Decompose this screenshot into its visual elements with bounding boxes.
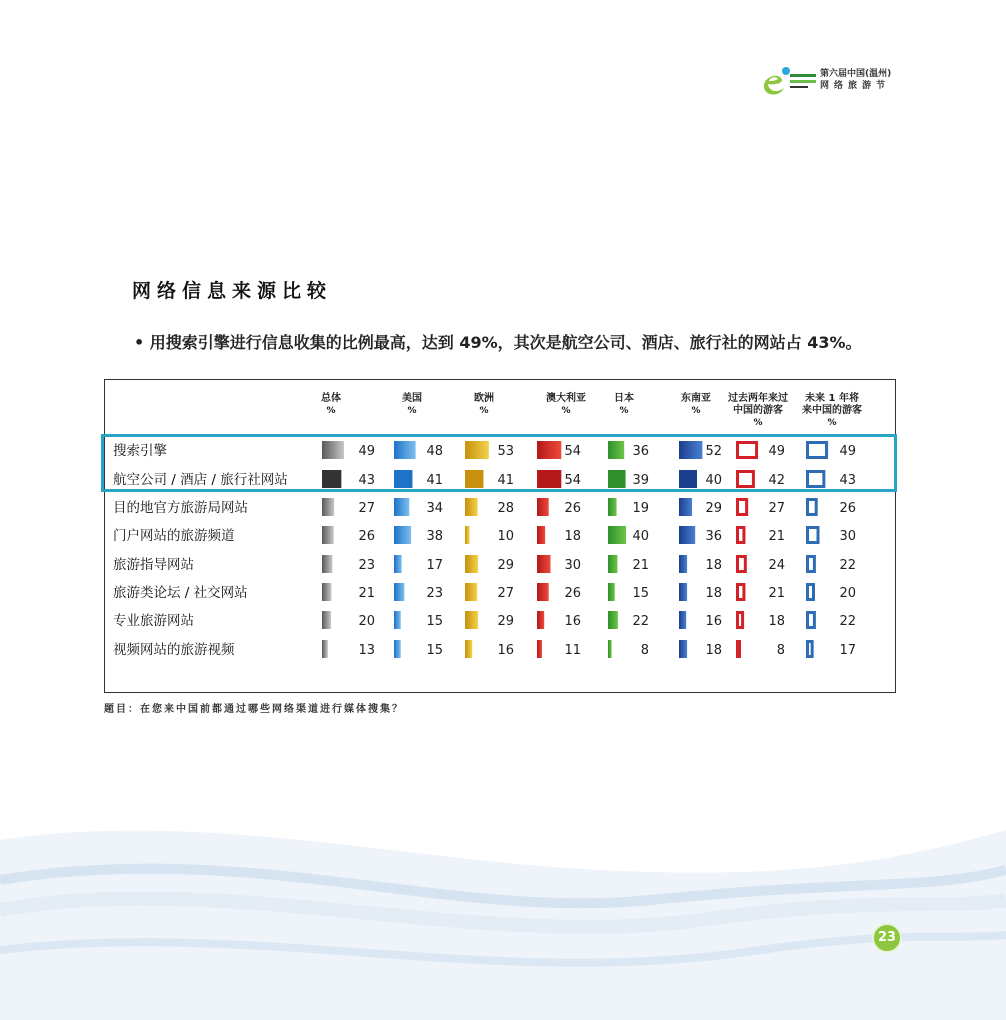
value-label: 15 <box>632 586 649 601</box>
value-label: 18 <box>705 643 722 658</box>
column-header-6: 中国的游客 <box>733 405 783 416</box>
value-label: 26 <box>358 529 375 544</box>
bar <box>465 441 489 459</box>
value-label: 54 <box>564 473 581 488</box>
value-label: 16 <box>705 614 722 629</box>
bar <box>394 441 416 459</box>
value-label: 13 <box>358 643 375 658</box>
value-label: 53 <box>497 444 514 459</box>
bar <box>808 443 827 458</box>
value-label: 16 <box>564 614 581 629</box>
bar <box>537 640 542 658</box>
bar <box>465 555 478 573</box>
bar <box>394 526 411 544</box>
bar <box>322 555 332 573</box>
value-label: 21 <box>768 529 785 544</box>
bar <box>465 498 478 516</box>
column-header-2: 欧洲 <box>474 393 494 404</box>
value-label: 22 <box>839 558 856 573</box>
value-label: 17 <box>426 558 443 573</box>
value-label: 11 <box>564 643 581 658</box>
column-header-4: 日本 <box>614 393 634 404</box>
value-label: 30 <box>839 529 856 544</box>
bar <box>808 613 815 628</box>
bar <box>738 500 747 515</box>
value-label: 21 <box>632 558 649 573</box>
bar <box>537 470 561 488</box>
bar <box>322 611 331 629</box>
value-label: 26 <box>839 501 856 516</box>
row-label: 旅游类论坛 / 社交网站 <box>113 585 248 601</box>
value-label: 52 <box>705 444 722 459</box>
value-label: 40 <box>632 529 649 544</box>
bar <box>537 611 544 629</box>
logo-line-2: 网络旅游节 <box>820 81 891 91</box>
bar <box>537 555 551 573</box>
page-number: 23 <box>872 923 902 953</box>
column-header-3: 澳大利亚 <box>546 393 586 404</box>
logo-line-1: 第六届中国(温州) <box>820 69 892 79</box>
value-label: 29 <box>497 614 514 629</box>
column-header-0: 总体 <box>321 393 341 404</box>
bar <box>679 526 695 544</box>
bar <box>608 498 617 516</box>
value-label: 41 <box>497 473 514 488</box>
value-label: 38 <box>426 529 443 544</box>
bar <box>465 526 470 544</box>
value-label: 17 <box>839 643 856 658</box>
value-label: 49 <box>768 444 785 459</box>
bar <box>322 583 331 601</box>
value-label: 20 <box>839 586 856 601</box>
bar <box>808 642 813 657</box>
value-label: 18 <box>564 529 581 544</box>
bar <box>808 557 815 572</box>
value-label: 34 <box>426 501 443 516</box>
row-label: 航空公司 / 酒店 / 旅行社网站 <box>113 472 288 488</box>
decorative-wave <box>0 800 1006 1020</box>
bar <box>608 640 612 658</box>
row-label: 专业旅游网站 <box>113 613 194 629</box>
bar <box>738 642 740 657</box>
value-label: 30 <box>564 558 581 573</box>
bar <box>808 472 824 487</box>
row-label: 视频网站的旅游视频 <box>113 642 235 658</box>
bar <box>394 611 401 629</box>
value-label: 27 <box>497 586 514 601</box>
bar <box>322 441 344 459</box>
column-unit-0: % <box>326 406 336 416</box>
bar <box>679 441 702 459</box>
bar <box>738 613 743 628</box>
row-label: 搜索引擎 <box>113 443 167 459</box>
bar <box>394 640 401 658</box>
value-label: 27 <box>358 501 375 516</box>
value-label: 18 <box>768 614 785 629</box>
bar <box>465 611 478 629</box>
value-label: 49 <box>358 444 375 459</box>
bar <box>322 640 328 658</box>
value-label: 19 <box>632 501 649 516</box>
bar <box>394 470 412 488</box>
value-label: 26 <box>564 586 581 601</box>
bar <box>738 472 754 487</box>
row-label: 目的地官方旅游局网站 <box>113 500 248 516</box>
value-label: 15 <box>426 643 443 658</box>
value-label: 21 <box>768 586 785 601</box>
value-label: 8 <box>776 643 785 658</box>
column-unit-1: % <box>407 406 417 416</box>
bar <box>679 640 687 658</box>
bar <box>608 555 617 573</box>
bar <box>608 611 618 629</box>
value-label: 8 <box>640 643 649 658</box>
column-unit-3: % <box>561 406 571 416</box>
value-label: 43 <box>839 473 856 488</box>
value-label: 18 <box>705 586 722 601</box>
section-heading: 网络信息来源比较 <box>132 280 333 302</box>
value-label: 24 <box>768 558 785 573</box>
value-label: 36 <box>705 529 722 544</box>
value-label: 48 <box>426 444 443 459</box>
value-label: 18 <box>705 558 722 573</box>
bar <box>608 441 624 459</box>
bar <box>679 470 697 488</box>
value-label: 54 <box>564 444 581 459</box>
bar <box>738 443 757 458</box>
bar <box>808 585 814 600</box>
survey-question: 题目：在您来中国前都通过哪些网络渠道进行媒体搜集？ <box>104 704 404 715</box>
column-unit-2: % <box>479 406 489 416</box>
bar <box>808 500 817 515</box>
column-header-6: 过去两年来过 <box>728 393 788 404</box>
bar <box>537 498 549 516</box>
value-label: 20 <box>358 614 375 629</box>
bar <box>679 498 692 516</box>
bar <box>608 583 615 601</box>
value-label: 43 <box>358 473 375 488</box>
bar <box>679 555 687 573</box>
value-label: 10 <box>497 529 514 544</box>
bar <box>738 528 744 543</box>
value-label: 29 <box>497 558 514 573</box>
value-label: 42 <box>768 473 785 488</box>
value-label: 16 <box>497 643 514 658</box>
row-label: 旅游指导网站 <box>113 557 194 573</box>
value-label: 23 <box>426 586 443 601</box>
bar <box>808 528 819 543</box>
bar <box>322 498 334 516</box>
column-unit-4: % <box>619 406 629 416</box>
bar <box>608 470 626 488</box>
value-label: 26 <box>564 501 581 516</box>
value-label: 49 <box>839 444 856 459</box>
value-label: 28 <box>497 501 514 516</box>
value-label: 15 <box>426 614 443 629</box>
value-label: 23 <box>358 558 375 573</box>
value-label: 36 <box>632 444 649 459</box>
summary-bullet: • 用搜索引擎进行信息收集的比例最高，达到 49%，其次是航空公司、酒店、旅行社的网站占 43%。 <box>134 333 862 352</box>
value-label: 27 <box>768 501 785 516</box>
bar <box>738 557 746 572</box>
bar <box>394 583 404 601</box>
bar <box>537 583 549 601</box>
bar <box>738 585 744 600</box>
bar <box>679 611 686 629</box>
column-unit-6: % <box>753 418 763 428</box>
column-header-5: 东南亚 <box>681 393 711 404</box>
bar <box>537 441 561 459</box>
value-label: 22 <box>839 614 856 629</box>
column-header-7: 未来 1 年将 <box>805 393 859 404</box>
value-label: 40 <box>705 473 722 488</box>
column-unit-5: % <box>691 406 701 416</box>
value-label: 29 <box>705 501 722 516</box>
bar <box>322 470 341 488</box>
bar <box>537 526 545 544</box>
bar <box>394 555 402 573</box>
value-label: 39 <box>632 473 649 488</box>
bar <box>608 526 626 544</box>
bar <box>322 526 334 544</box>
value-label: 41 <box>426 473 443 488</box>
bar <box>679 583 687 601</box>
bar <box>394 498 409 516</box>
bar <box>465 583 477 601</box>
bar <box>465 470 483 488</box>
row-label: 门户网站的旅游频道 <box>113 528 235 544</box>
value-label: 22 <box>632 614 649 629</box>
column-header-1: 美国 <box>402 393 422 404</box>
column-unit-7: % <box>827 418 837 428</box>
value-label: 21 <box>358 586 375 601</box>
bar <box>465 640 472 658</box>
column-header-7: 来中国的游客 <box>802 405 862 416</box>
